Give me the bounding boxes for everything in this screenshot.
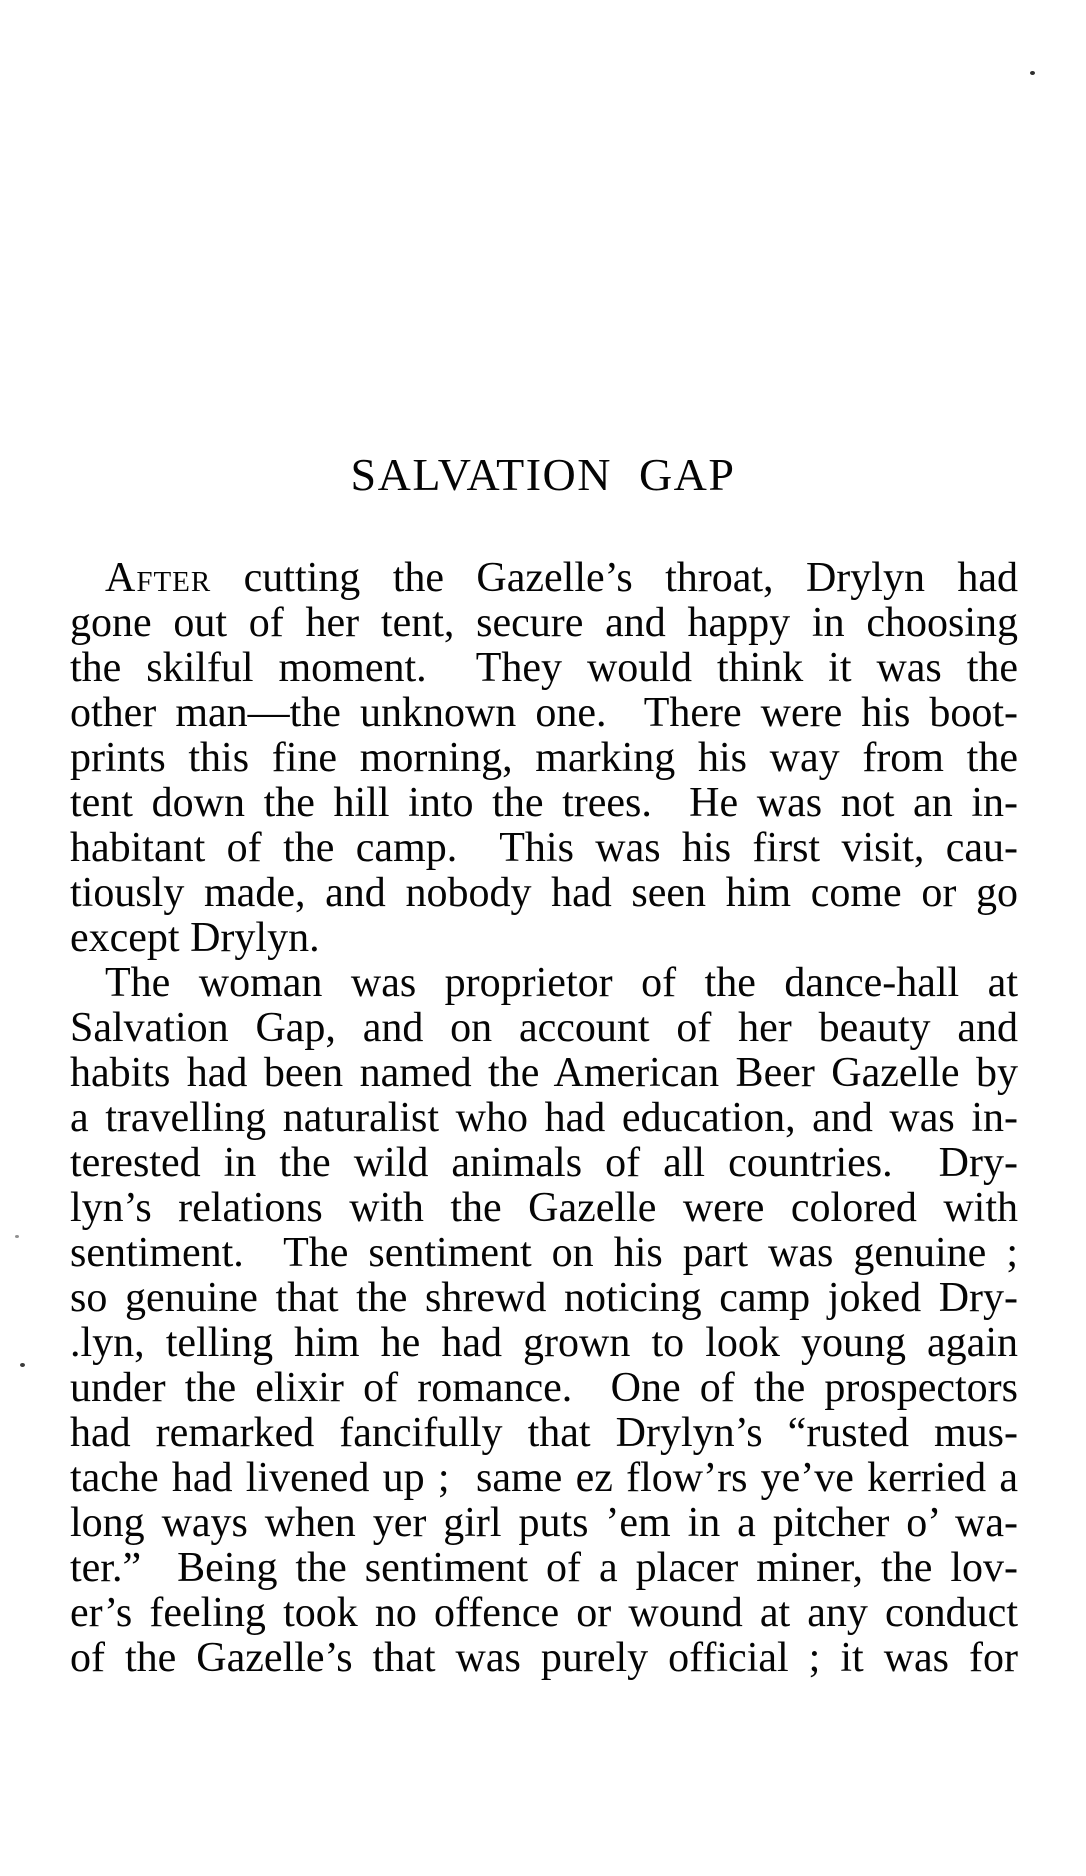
text-line: except Drylyn. [70, 915, 320, 961]
body-text [70, 556, 1018, 1681]
scan-speck [20, 1363, 25, 1367]
text-line: Salvation Gap, and on account of her beauty and [70, 1005, 1018, 1051]
text-line: so genuine that the shrewd noticing camp joked Dry- [70, 1275, 1018, 1321]
text-line: under the elixir of romance. One of the prospectors [70, 1365, 1018, 1411]
text-line: The woman was proprietor of the dance-hall at [105, 960, 1018, 1006]
text-line: tent down the hill into the trees. He was not an in- [70, 780, 1018, 826]
scan-speck [1030, 71, 1035, 75]
page-title: SALVATION GAP [350, 449, 736, 500]
text-line: of the Gazelle’s that was purely official ; it was for [70, 1635, 1018, 1681]
text-line: tiously made, and nobody had seen him come or go [70, 870, 1018, 916]
text-line: had remarked fancifully that Drylyn’s “rusted mus- [70, 1410, 1018, 1456]
text-line: the skilful moment. They would think it was the [70, 645, 1018, 691]
text-line: After cutting the Gazelle’s throat, Drylyn had [105, 555, 1018, 601]
text-line: terested in the wild animals of all countries. Dry- [70, 1140, 1018, 1186]
text-line: long ways when yer girl puts ’em in a pitcher o’ wa- [70, 1500, 1018, 1546]
text-line: prints this fine morning, marking his way from the [70, 735, 1018, 781]
text-line: .lyn, telling him he had grown to look young again [70, 1320, 1018, 1366]
text-line: other man—the unknown one. There were his boot- [70, 690, 1018, 736]
text-line: habits had been named the American Beer Gazelle by [70, 1050, 1018, 1096]
text-line: a travelling naturalist who had education, and was in- [70, 1095, 1018, 1141]
text-line: sentiment. The sentiment on his part was genuine ; [70, 1230, 1018, 1276]
text-line: habitant of the camp. This was his first visit, cau- [70, 825, 1018, 871]
small-caps-lead: After [105, 555, 212, 601]
text-line: lyn’s relations with the Gazelle were colored with [70, 1185, 1018, 1231]
text-line: er’s feeling took no offence or wound at any conduct [70, 1590, 1018, 1636]
text-line: tache had livened up ; same ez flow’rs ye’ve kerried a [70, 1455, 1018, 1501]
text-line: gone out of her tent, secure and happy in choosing [70, 600, 1018, 646]
text-line: ter.” Being the sentiment of a placer miner, the lov- [70, 1545, 1018, 1591]
scan-speck [15, 1235, 19, 1238]
